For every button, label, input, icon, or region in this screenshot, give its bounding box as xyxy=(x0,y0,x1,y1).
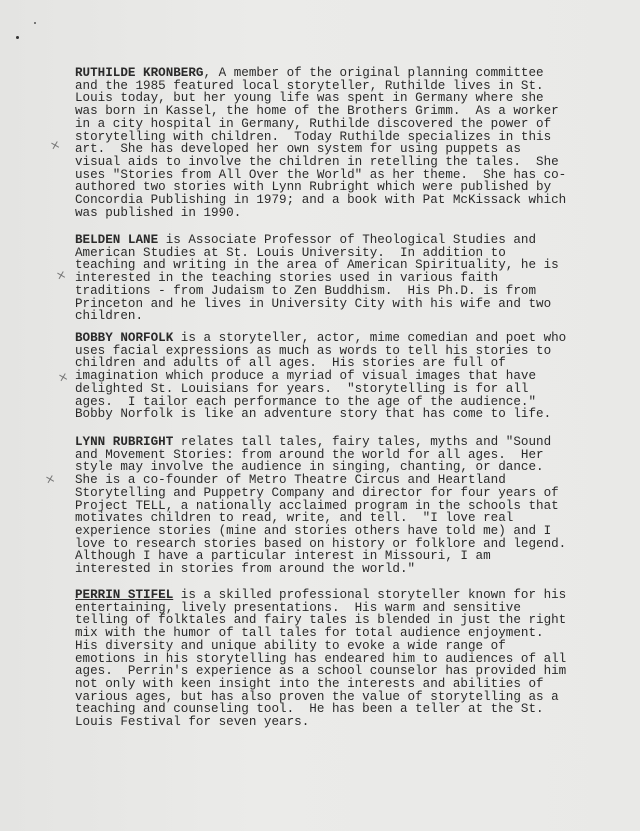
bio-text: is Associate Professor of Theological Studies and xyxy=(158,233,537,247)
bio-paragraph xyxy=(75,436,566,576)
bio-text-line: motivates children to read, write, and tell. "I love real xyxy=(75,511,514,526)
bio-text-line: Louis Festival for seven years. xyxy=(75,715,310,730)
bio-text-line: visual aids to involve the children in retelling the tales. She xyxy=(75,154,559,169)
bio-text-line: uses "Stories from All Over the World" as her theme. She has co- xyxy=(75,167,567,182)
ink-dot xyxy=(16,36,19,39)
storyteller-name: RUTHILDE KRONBERG xyxy=(75,66,204,80)
bio-text-line: and the 1985 featured local storyteller, Ruthilde lives in St. xyxy=(75,78,544,93)
bio-text-line: and Movement Stories: from around the world for all ages. Her xyxy=(75,447,544,462)
bio-text: , A member of the original planning committee xyxy=(203,66,544,80)
bio-text-line: mix with the humor of tall tales for total audience enjoyment. xyxy=(75,626,544,641)
bio-text-line: emotions in his storytelling has endeared him to audiences of all xyxy=(75,651,567,666)
handwritten-x-mark: × xyxy=(56,368,70,386)
storyteller-name: BOBBY NORFOLK xyxy=(75,331,174,345)
bio-text-line: imagination which produce a myriad of visual images that have xyxy=(75,369,537,384)
storyteller-name: BELDEN LANE xyxy=(75,233,159,247)
bio-text-line: ages. Perrin's experience as a school counselor has provided him xyxy=(75,664,567,679)
bio-text-line: art. She has developed her own system for using puppets as xyxy=(75,142,521,157)
bio-text-line: interested in stories from around the world." xyxy=(75,562,416,577)
bio-text-line: teaching and writing in the area of American Spirituality, he is xyxy=(75,258,559,273)
handwritten-x-mark: × xyxy=(48,136,62,154)
storyteller-name: PERRIN STIFEL xyxy=(75,588,174,602)
bio-text-line: entertaining, lively presentations. His warm and sensitive xyxy=(75,600,521,615)
bio-text-line: teaching and counseling tool. He has been a teller at the St. xyxy=(75,702,544,717)
bio-text-line: interested in the teaching stories used in various faith xyxy=(75,271,499,286)
bio-text-line: American Studies at St. Louis University. In addition to xyxy=(75,245,506,260)
bio-text-line: She is a co-founder of Metro Theatre Circus and Heartland xyxy=(75,473,506,488)
bio-text-line: Bobby Norfolk is like an adventure story that has come to life. xyxy=(75,407,552,422)
bio-first-line xyxy=(75,589,566,602)
bio-text-line: style may involve the audience in singing, chanting, or dance. xyxy=(75,460,544,475)
bio-text-line: telling of folktales and fairy tales is blended in just the right xyxy=(75,613,567,628)
bio-text-line: traditions - from Judaism to Zen Buddhism. His Ph.D. is from xyxy=(75,283,537,298)
ink-speck xyxy=(34,22,36,24)
handwritten-x-mark: × xyxy=(54,266,68,284)
handwritten-x-mark: × xyxy=(43,470,57,488)
bio-text-line: love to research stories based on history or folklore and legend. xyxy=(75,536,567,551)
bio-text-line: various ages, but has also proven the value of storytelling as a xyxy=(75,689,559,704)
bio-text: is a skilled professional storyteller known for his xyxy=(173,588,567,602)
bio-text-line: Princeton and he lives in University City with his wife and two xyxy=(75,296,552,311)
bio-text: is a storyteller, actor, mime comedian and poet who xyxy=(173,331,567,345)
bio-text-line: Project TELL, a nationally acclaimed program in the schools that xyxy=(75,498,559,513)
bio-text-line: storytelling with children. Today Ruthilde specializes in this xyxy=(75,129,552,144)
bio-paragraph xyxy=(75,589,566,729)
bio-text-line: not only with keen insight into the interests and abilities of xyxy=(75,676,544,691)
bio-first-line xyxy=(75,67,566,80)
bio-text-line: Louis today, but her young life was spent in Germany where she xyxy=(75,91,544,106)
bio-first-line xyxy=(75,436,566,449)
bio-text-line: in a city hospital in Germany, Ruthilde discovered the power of xyxy=(75,116,552,131)
bio-text: relates tall tales, fairy tales, myths and "Sound xyxy=(173,435,552,449)
bio-text-line: was published in 1990. xyxy=(75,205,242,220)
bio-paragraph xyxy=(75,332,566,421)
bio-text-line: was born in Kassel, the home of the Brothers Grimm. As a worker xyxy=(75,104,559,119)
storyteller-name: LYNN RUBRIGHT xyxy=(75,435,174,449)
bio-text-line: Concordia Publishing in 1979; and a book with Pat McKissack which xyxy=(75,193,567,208)
bio-text-line: uses facial expressions as much as words to tell his stories to xyxy=(75,343,552,358)
bio-paragraph xyxy=(75,234,559,323)
bio-paragraph xyxy=(75,67,566,219)
bio-text-line: delighted St. Louisians for years. "storytelling is for all xyxy=(75,381,529,396)
bio-text-line: His diversity and unique ability to evoke a wide range of xyxy=(75,638,506,653)
bio-first-line xyxy=(75,332,566,345)
bio-text-line: authored two stories with Lynn Rubright which were published by xyxy=(75,180,552,195)
bio-text-line: experience stories (mine and stories others have told me) and I xyxy=(75,523,552,538)
bio-text-line: Although I have a particular interest in Missouri, I am xyxy=(75,549,491,564)
bio-text-line: ages. I tailor each performance to the age of the audience." xyxy=(75,394,537,409)
bio-text-line: Storytelling and Puppetry Company and director for four years of xyxy=(75,485,559,500)
bio-first-line xyxy=(75,234,559,247)
bio-text-line: children. xyxy=(75,309,144,324)
bio-text-line: children and adults of all ages. His stories are full of xyxy=(75,356,506,371)
